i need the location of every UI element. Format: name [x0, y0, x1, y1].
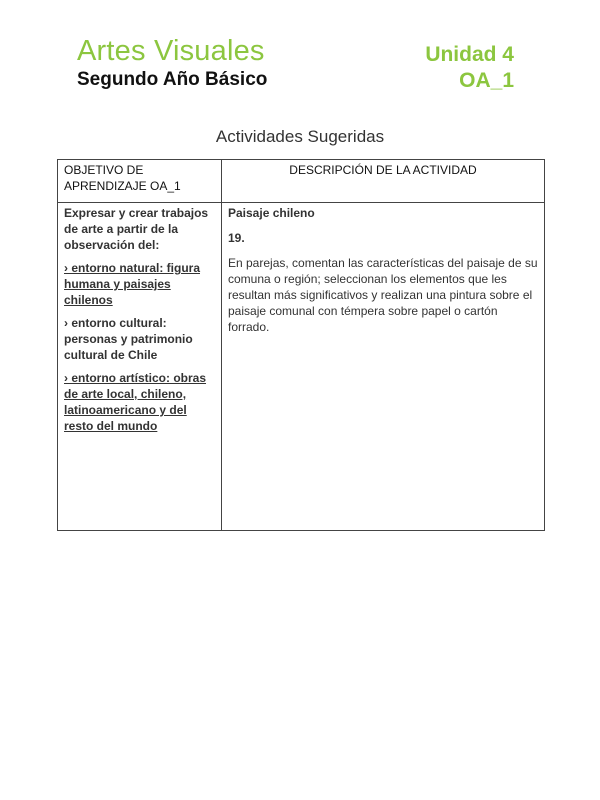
- objective-header: OBJETIVO DE APRENDIZAJE OA_1: [64, 163, 181, 193]
- objective-item-cultural: › entorno cultural: personas y patrimonio cultural de Chile: [64, 316, 193, 362]
- objective-intro: Expresar y crear trabajos de arte a partir de la observación del:: [64, 206, 209, 252]
- objective-cell: [58, 203, 222, 531]
- objective-item-artistic[interactable]: › entorno artístico: obras de arte local, chileno, latinoamericano y del resto del mundo: [64, 371, 207, 433]
- header-cell-objective: [58, 160, 222, 203]
- activities-table: [57, 159, 545, 531]
- unit-label: Unidad 4: [425, 43, 514, 66]
- oa-label: OA_1: [459, 69, 514, 92]
- activity-number: 19.: [228, 231, 245, 245]
- objective-item-natural[interactable]: › entorno natural: figura humana y paisajes chilenos: [64, 261, 200, 307]
- table-header-row: [58, 160, 545, 203]
- header-cell-description: [222, 160, 545, 203]
- page-header: [77, 34, 514, 94]
- description-header: DESCRIPCIÓN DE LA ACTIVIDAD: [289, 163, 477, 177]
- table-row: [58, 203, 545, 531]
- description-cell: [222, 203, 545, 531]
- activity-description: En parejas, comentan las características del paisaje de su comuna o región; seleccionan los elementos que les resultan más significativos y realizan una pintura sobre el paisaje comunal con témpera sobre papel o cartón forrado.: [228, 256, 538, 334]
- subject-title: Artes Visuales: [77, 35, 265, 67]
- section-title: Actividades Sugeridas: [215, 127, 385, 146]
- grade-label: Segundo Año Básico: [77, 69, 268, 90]
- activity-title: Paisaje chileno: [228, 206, 315, 220]
